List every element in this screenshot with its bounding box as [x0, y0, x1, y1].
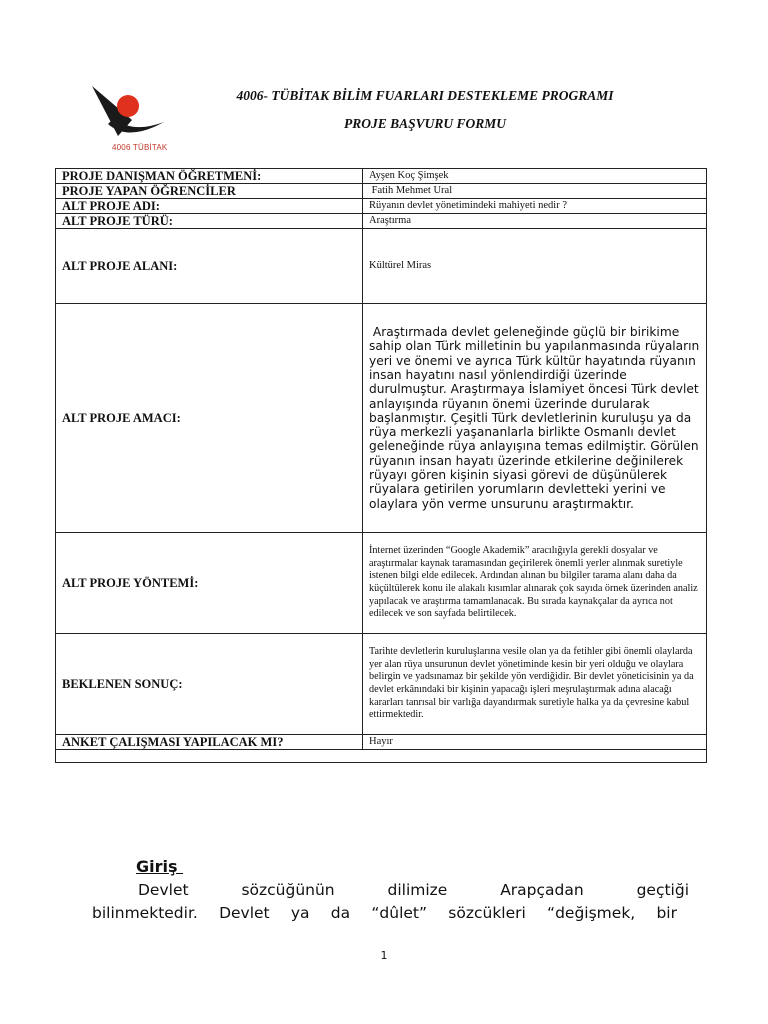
table-row	[56, 634, 707, 735]
body-paragraph-line: bilinmektedir. Devlet ya da “dûlet” sözcükleri “değişmek, bir	[92, 904, 677, 922]
field-label: PROJE YAPAN ÖĞRENCİLER	[56, 184, 363, 199]
table-row	[56, 735, 707, 750]
field-value: Fatih Mehmet Ural	[363, 184, 707, 199]
body-paragraph-line: Devlet sözcüğünün dilimize Arapçadan geçtiği	[138, 881, 689, 899]
field-label: ALT PROJE YÖNTEMİ:	[56, 533, 363, 634]
table-row	[56, 184, 707, 199]
program-title: 4006- TÜBİTAK BİLİM FUARLARI DESTEKLEME PROGRAMI	[236, 88, 614, 103]
field-value: Ayşen Koç Şimşek	[363, 169, 707, 184]
field-label: ALT PROJE AMACI:	[56, 304, 363, 533]
form-title: PROJE BAŞVURU FORMU	[343, 116, 507, 131]
table-row	[56, 304, 707, 533]
field-value: İnternet üzerinden “Google Akademik” aracılığıyla gerekli dosyalar ve araştırmalar kaynak taramasından geçirilerek önemli yerler alınmak suretiyle istenen bilgi elde edilecek. Ardından alınan bu bilgiler tarama alanı daha da küçültülerek konu ile alakalı kısımlar alınarak çok sayıda örnek üzerinden analiz yapılacak ve araştırma tamamlanacak. Bu sırada kaynakçalar da ayrıca not edilecek ve son sayfada belirtilecek.	[363, 533, 707, 634]
application-form-table	[55, 168, 707, 763]
field-value: Hayır	[363, 735, 707, 750]
field-label: BEKLENEN SONUÇ:	[56, 634, 363, 735]
table-row	[56, 169, 707, 184]
field-value: Araştırmada devlet geleneğinde güçlü bir birikime sahip olan Türk milletinin bu yapılanmasında rüyaların yeri ve önemi ve ayrıca Türk kültür hayatında rüyanın insan hayatını nasıl yönlendirdiği üzerinde durulmuştur. Araştırmaya İslamiyet öncesi Türk devlet anlayışında rüyanın önemi üzerinde durularak başlanmıştır. Çeşitli Türk devletlerinin kuruluşu ya da rüya merkezli yaşananlarla birlikte Osmanlı devlet geleneğinde rüya anlayışına temas edilmiştir. Görülen rüyanın insan hayatı üzerinde etkilerine değinilerek rüyayı gören kişinin siyasi görevi de düşünülerek rüyalara getirilen yorumların devletteki yerini ve olaylara yön verme unsurunu araştırmaktır.	[363, 304, 707, 533]
field-label: ALT PROJE ALANI:	[56, 229, 363, 304]
table-row-empty	[56, 750, 707, 763]
field-value: Kültürel Miras	[363, 229, 707, 304]
table-row	[56, 533, 707, 634]
logo-text: 4006 TÜBİTAK	[112, 143, 168, 152]
field-value: Rüyanın devlet yönetimindeki mahiyeti nedir ?	[363, 199, 707, 214]
table-row	[56, 214, 707, 229]
table-row	[56, 229, 707, 304]
field-label: PROJE DANIŞMAN ÖĞRETMENİ:	[56, 169, 363, 184]
field-label: ANKET ÇALIŞMASI YAPILACAK MI?	[56, 735, 363, 750]
table-row	[56, 199, 707, 214]
field-value: Tarihte devletlerin kuruluşlarına vesile olan ya da fetihler gibi önemli olaylarda yer alan rüya unsurunun devlet yönetiminde kesin bir yeri olduğu ve olaylara belirgin ve yadsınamaz bir şekilde yön verdiğidir. Bir devlet yöneticisinin ya da devlet erkânındaki bir kişinin yapacağı işleri meşrulaştırmak adına alacağı kararları tanrısal bir varlığa dayandırmak suretiyle halka ya da çevresine kabul ettirmektedir.	[363, 634, 707, 735]
section-heading: Giriş	[136, 857, 184, 876]
empty-cell	[56, 750, 707, 763]
field-label: ALT PROJE TÜRÜ:	[56, 214, 363, 229]
page-number: 1	[380, 949, 388, 962]
field-value: Araştırma	[363, 214, 707, 229]
field-label: ALT PROJE ADI:	[56, 199, 363, 214]
